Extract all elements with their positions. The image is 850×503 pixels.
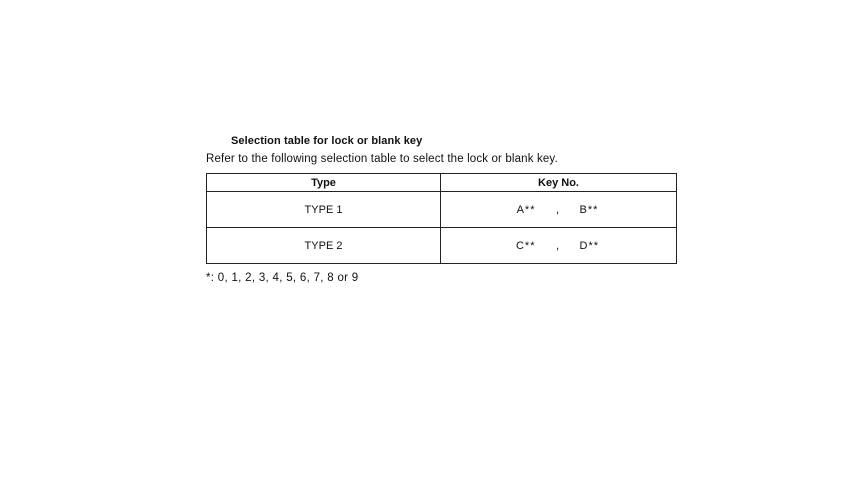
key-code: B** <box>579 203 599 216</box>
key-no-cell <box>441 192 677 228</box>
footnote: *: 0, 1, 2, 3, 4, 5, 6, 7, 8 or 9 <box>206 272 359 284</box>
column-header-type: Type <box>207 174 441 192</box>
key-separator: , <box>555 239 560 252</box>
table-row <box>207 228 677 264</box>
key-code: D** <box>579 239 600 252</box>
intro-text: Refer to the following selection table to select the lock or blank key. <box>206 153 558 165</box>
type-cell: TYPE 2 <box>207 228 441 264</box>
column-header-key-no: Key No. <box>441 174 677 192</box>
key-no-cell <box>441 228 677 264</box>
type-cell: TYPE 1 <box>207 192 441 228</box>
key-separator: , <box>555 203 560 216</box>
section-heading: Selection table for lock or blank key <box>231 135 423 147</box>
selection-table <box>206 173 677 264</box>
key-code: A** <box>516 203 536 216</box>
table-row <box>207 192 677 228</box>
table-header-row <box>207 174 677 192</box>
key-code: C** <box>515 239 536 252</box>
